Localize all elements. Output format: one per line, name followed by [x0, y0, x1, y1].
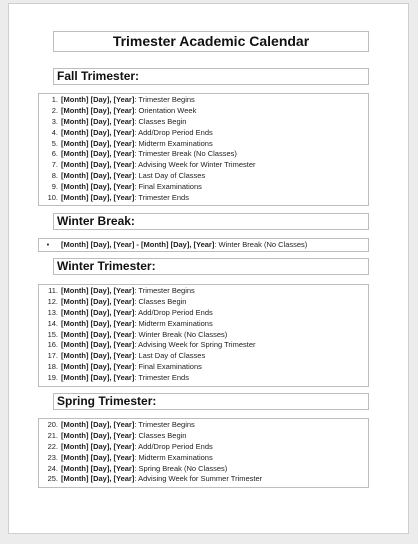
item-separator: : — [134, 329, 139, 339]
item-date: [Month] [Day], [Year] — [61, 441, 135, 451]
item-separator: : — [214, 240, 219, 249]
fall-list — [38, 93, 369, 206]
item-event: Add/Drop Period Ends — [138, 441, 213, 451]
item-event: Last Day of Classes — [138, 351, 206, 361]
item-event: Classes Begin — [138, 116, 187, 126]
item-date: [Month] [Day], [Year] — [61, 127, 135, 137]
item-number: 8. — [51, 171, 58, 181]
item-event: Advising Week for Spring Trimester — [138, 340, 256, 350]
winter-break-list — [38, 238, 369, 252]
item-date: [Month] [Day], [Year] — [61, 340, 135, 350]
list-item — [39, 330, 368, 341]
item-separator: : — [134, 193, 139, 203]
item-date: [Month] [Day], [Year] — [61, 430, 135, 440]
list-item — [39, 362, 368, 373]
list-item — [39, 193, 368, 204]
list-item — [39, 442, 368, 453]
item-number: 21. — [47, 430, 58, 440]
item-date: [Month] [Day], [Year] — [61, 420, 135, 429]
item-separator: : — [134, 138, 139, 148]
item-separator: : — [134, 171, 139, 181]
item-separator: : — [134, 362, 139, 372]
item-separator: : — [134, 296, 139, 306]
item-event: Trimester Ends — [138, 373, 189, 383]
item-event: Winter Break (No Classes) — [138, 329, 228, 339]
bullet-icon: • — [46, 240, 50, 249]
item-number: 1. — [51, 95, 58, 104]
section-heading-winter-break: Winter Break: — [53, 213, 369, 230]
item-separator: : — [134, 452, 139, 462]
item-date: [Month] [Day], [Year] — [61, 452, 135, 462]
item-event: Trimester Begins — [138, 420, 195, 429]
item-date: [Month] [Day], [Year] — [61, 318, 135, 328]
list-item — [39, 351, 368, 362]
section-heading-fall: Fall Trimester: — [53, 68, 369, 85]
list-item — [39, 106, 368, 117]
list-item — [39, 431, 368, 442]
item-separator: : — [134, 286, 139, 295]
item-separator: : — [134, 160, 139, 170]
item-separator: : — [134, 149, 139, 159]
list-item — [39, 474, 368, 485]
list-item — [39, 149, 368, 160]
section-heading-winter-trimester: Winter Trimester: — [53, 258, 369, 275]
item-event: Midterm Examinations — [138, 138, 213, 148]
list-item — [39, 160, 368, 171]
item-event: Add/Drop Period Ends — [138, 307, 213, 317]
document-title: Trimester Academic Calendar — [53, 31, 369, 52]
list-item — [39, 340, 368, 351]
item-separator: : — [134, 95, 139, 104]
section-heading-spring-trimester: Spring Trimester: — [53, 393, 369, 410]
list-item — [39, 182, 368, 193]
item-date: [Month] [Day], [Year] — [61, 116, 135, 126]
item-number: 16. — [47, 340, 58, 350]
item-number: 23. — [47, 452, 58, 462]
item-separator: : — [134, 420, 139, 429]
item-number: 13. — [47, 307, 58, 317]
item-number: 2. — [51, 105, 58, 115]
item-event: Final Examinations — [138, 182, 202, 192]
item-event: Classes Begin — [138, 430, 187, 440]
list-item — [39, 240, 368, 251]
item-number: 5. — [51, 138, 58, 148]
item-date: [Month] [Day], [Year] — [61, 286, 135, 295]
item-number: 17. — [47, 351, 58, 361]
item-event: Trimester Break (No Classes) — [138, 149, 237, 159]
document-page — [8, 3, 409, 534]
item-event: Advising Week for Summer Trimester — [138, 474, 263, 484]
spring-trimester-list — [38, 418, 369, 488]
item-number: 4. — [51, 127, 58, 137]
item-event: Last Day of Classes — [138, 171, 206, 181]
item-separator: : — [134, 351, 139, 361]
item-separator: : — [134, 182, 139, 192]
item-number: 3. — [51, 116, 58, 126]
item-date: [Month] [Day], [Year] — [61, 149, 135, 159]
item-number: 22. — [47, 441, 58, 451]
list-item — [39, 171, 368, 182]
item-date: [Month] [Day], [Year] — [61, 138, 135, 148]
item-number: 9. — [51, 182, 58, 192]
item-event: Trimester Begins — [138, 286, 195, 295]
item-date: [Month] [Day], [Year] — [61, 474, 135, 484]
list-item — [39, 308, 368, 319]
item-separator: : — [134, 430, 139, 440]
item-event: Orientation Week — [138, 105, 197, 115]
item-date: [Month] [Day], [Year] — [61, 329, 135, 339]
item-number: 20. — [47, 420, 58, 429]
item-separator: : — [134, 340, 139, 350]
item-event: Spring Break (No Classes) — [138, 463, 228, 473]
item-date: [Month] [Day], [Year] — [61, 373, 135, 383]
item-date: [Month] [Day], [Year] — [61, 463, 135, 473]
item-number: 6. — [51, 149, 58, 159]
item-separator: : — [134, 474, 139, 484]
item-date: [Month] [Day], [Year] — [61, 160, 135, 170]
item-event: Midterm Examinations — [138, 452, 213, 462]
list-item — [39, 319, 368, 330]
item-separator: : — [134, 307, 139, 317]
item-number: 15. — [47, 329, 58, 339]
item-date: [Month] [Day], [Year] - [Month] [Day], [Year] — [61, 240, 215, 249]
item-number: 7. — [51, 160, 58, 170]
item-date: [Month] [Day], [Year] — [61, 307, 135, 317]
item-event: Add/Drop Period Ends — [138, 127, 213, 137]
item-event: Classes Begin — [138, 296, 187, 306]
item-date: [Month] [Day], [Year] — [61, 105, 135, 115]
item-number: 25. — [47, 474, 58, 484]
item-separator: : — [134, 441, 139, 451]
item-separator: : — [134, 127, 139, 137]
item-number: 24. — [47, 463, 58, 473]
item-separator: : — [134, 463, 139, 473]
item-number: 18. — [47, 362, 58, 372]
item-separator: : — [134, 105, 139, 115]
list-item — [39, 373, 368, 384]
item-event: Final Examinations — [138, 362, 202, 372]
list-item — [39, 128, 368, 139]
item-date: [Month] [Day], [Year] — [61, 351, 135, 361]
item-date: [Month] [Day], [Year] — [61, 193, 135, 203]
item-event: Midterm Examinations — [138, 318, 213, 328]
item-number: 10. — [47, 193, 58, 203]
list-item — [39, 297, 368, 308]
item-date: [Month] [Day], [Year] — [61, 182, 135, 192]
item-number: 19. — [47, 373, 58, 383]
item-number: 14. — [47, 318, 58, 328]
item-event: Trimester Begins — [138, 95, 195, 104]
item-event: Trimester Ends — [138, 193, 189, 203]
list-item — [39, 286, 368, 297]
list-item — [39, 420, 368, 431]
item-date: [Month] [Day], [Year] — [61, 171, 135, 181]
item-separator: : — [134, 373, 139, 383]
item-number: 12. — [47, 296, 58, 306]
list-item — [39, 453, 368, 464]
list-item — [39, 464, 368, 475]
item-date: [Month] [Day], [Year] — [61, 296, 135, 306]
item-separator: : — [134, 318, 139, 328]
list-item — [39, 117, 368, 128]
item-date: [Month] [Day], [Year] — [61, 95, 135, 104]
item-date: [Month] [Day], [Year] — [61, 362, 135, 372]
item-event: Advising Week for Winter Trimester — [138, 160, 256, 170]
winter-trimester-list — [38, 284, 369, 387]
item-number: 11. — [48, 286, 58, 295]
list-item — [39, 139, 368, 150]
item-separator: : — [134, 116, 139, 126]
list-item — [39, 95, 368, 106]
item-event: Winter Break (No Classes) — [218, 240, 308, 249]
